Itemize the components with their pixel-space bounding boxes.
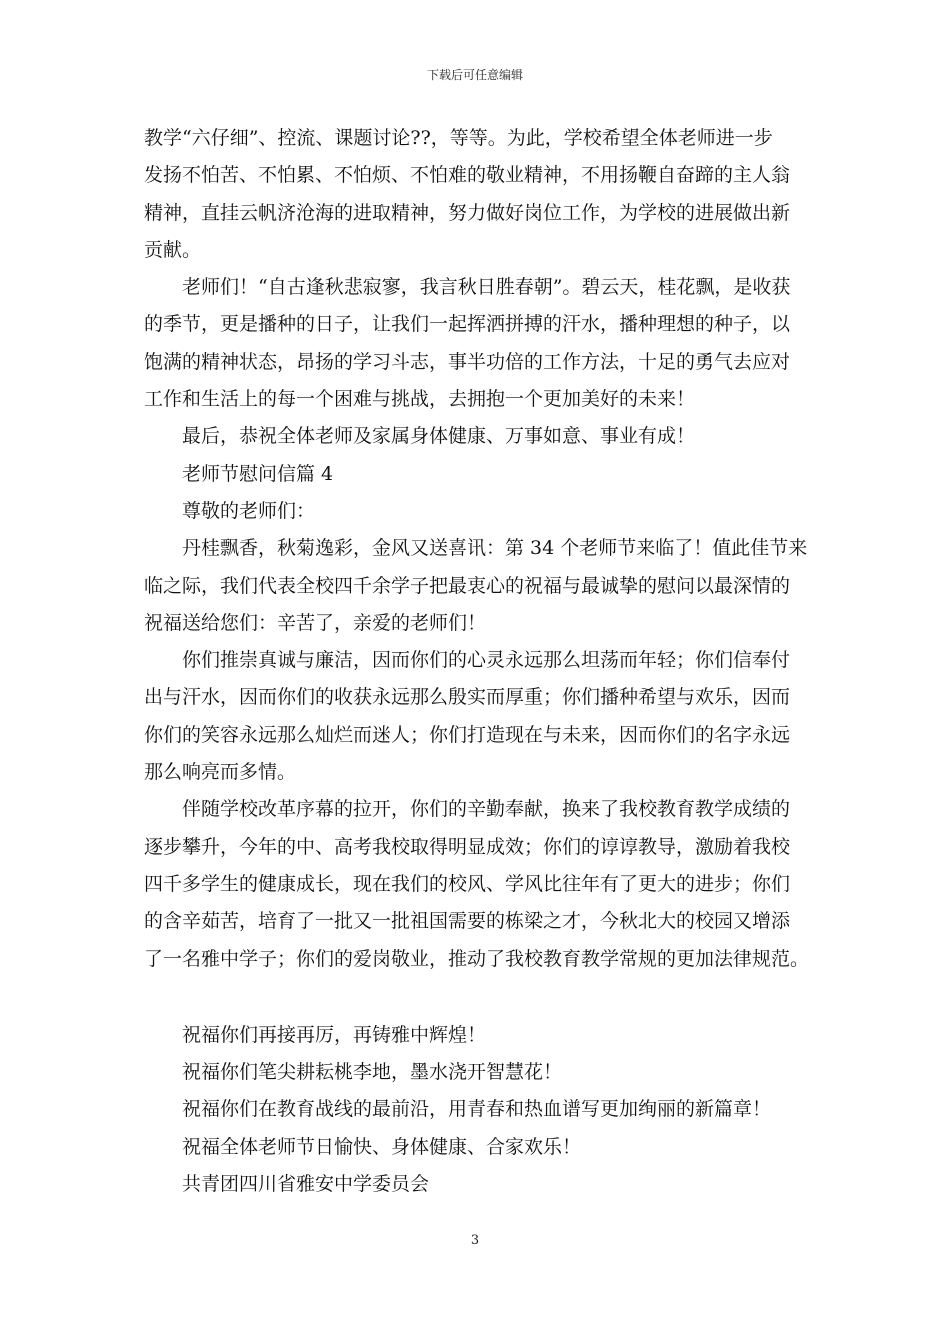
header-note: 下载后可任意编辑 <box>426 68 523 82</box>
wish-list <box>144 1017 816 1166</box>
wish-line: 祝福全体老师节日愉快、身体健康、合家欢乐！ <box>182 1135 582 1158</box>
salutation <box>144 493 816 530</box>
text-line: 最后，恭祝全体老师及家属身体健康、万事如意、事业有成！ <box>182 425 696 448</box>
section-heading <box>144 456 816 493</box>
paragraph-6 <box>144 791 816 977</box>
text-line: 你们推崇真诚与廉洁，因而你们的心灵永远那么坦荡而年轻；你们信奉付 <box>182 649 791 672</box>
text-line: 精神，直挂云帆济沧海的进取精神，努力做好岗位工作，为学校的进展做出新 <box>144 201 791 224</box>
paragraph-2 <box>144 269 816 418</box>
paragraph-1 <box>144 120 816 269</box>
blank-line <box>144 978 816 1017</box>
text-line: 饱满的精神状态，昂扬的学习斗志，事半功倍的工作方法，十足的勇气去应对 <box>144 350 791 373</box>
text-line: 老师们！“自古逢秋悲寂寥，我言秋日胜春朝”。碧云天，桂花飘，是收获 <box>182 276 791 299</box>
wish-line: 祝福你们再接再厉，再铸雅中辉煌！ <box>182 1023 487 1046</box>
text-line: 四千多学生的健康成长，现在我们的校风、学风比往年有了更大的进步；你们 <box>144 872 791 895</box>
text-line: 逐步攀升，今年的中、高考我校取得明显成效；你们的谆谆教导，激励着我校 <box>144 835 791 858</box>
text-line: 工作和生活上的每一个困难与挑战，去拥抱一个更加美好的未来！ <box>144 388 696 411</box>
text-line: 那么响亮而多情。 <box>144 761 297 784</box>
signature-text: 共青团四川省雅安中学委员会 <box>182 1173 430 1196</box>
salutation-text: 尊敬的老师们： <box>182 499 316 522</box>
text-line: 的季节，更是播种的日子，让我们一起挥洒拼搏的汗水，播种理想的种子，以 <box>144 313 791 336</box>
paragraph-3 <box>144 418 816 455</box>
text-line: 教学“六仔细”、控流、课题讨论??，等等。为此，学校希望全体老师进一步 <box>144 127 773 149</box>
text-line: 贡献。 <box>144 238 202 261</box>
text-line: 发扬不怕苦、不怕累、不怕烦、不怕难的敬业精神，不用扬鞭自奋蹄的主人翁 <box>144 164 791 187</box>
paragraph-5 <box>144 642 816 791</box>
text-line: 伴随学校改革序幕的拉开，你们的辛勤奉献，换来了我校教育教学成绩的 <box>182 798 791 821</box>
text-line: 了一名雅中学子；你们的爱岗敬业，推动了我校教育教学常规的更加法律规范。 <box>144 947 810 970</box>
text-line: 祝福送给您们：辛苦了，亲爱的老师们！ <box>144 611 487 634</box>
paragraph-4 <box>144 530 816 642</box>
heading-text: 老师节慰问信篇 4 <box>182 462 334 485</box>
text-line: 丹桂飘香，秋菊逸彩，金风又送喜讯：第 34 个老师节来临了！值此佳节来 <box>182 537 808 560</box>
page-number: 3 <box>470 1233 480 1248</box>
wish-line: 祝福你们笔尖耕耘桃李地，墨水浇开智慧花！ <box>182 1061 563 1084</box>
text-line: 临之际，我们代表全校四千余学子把最衷心的祝福与最诚挚的慰问以最深情的 <box>144 574 791 597</box>
document-body <box>144 120 816 1203</box>
wish-line: 祝福你们在教育战线的最前沿，用青春和热血谱写更加绚丽的新篇章！ <box>182 1098 772 1121</box>
text-line: 你们的笑容永远那么灿烂而迷人；你们打造现在与未来，因而你们的名字永远 <box>144 723 791 746</box>
signature <box>144 1166 816 1203</box>
text-line: 出与汗水，因而你们的收获永远那么殷实而厚重；你们播种希望与欢乐，因而 <box>144 686 791 709</box>
text-line: 的含辛茹苦，培育了一批又一批祖国需要的栋梁之才，今秋北大的校园又增添 <box>144 910 791 933</box>
